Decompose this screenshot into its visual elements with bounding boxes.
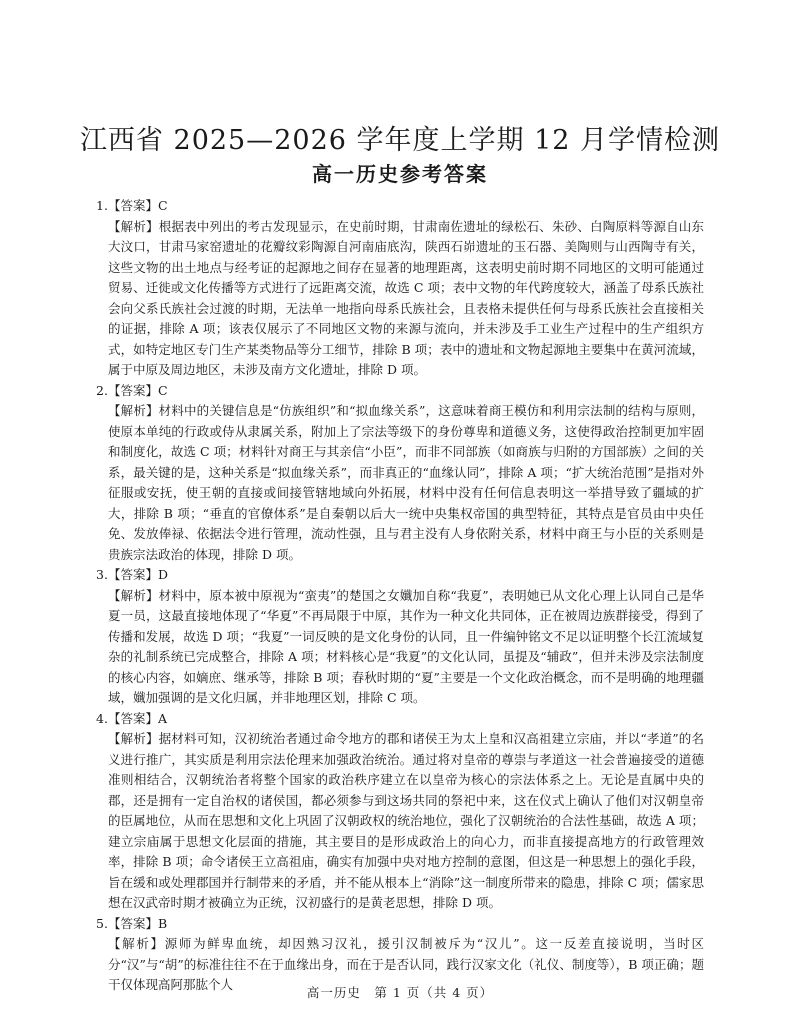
question-number: 2. [96, 382, 108, 398]
question-number: 3. [96, 567, 108, 582]
question-block-3 [96, 565, 704, 709]
question-block-4 [96, 709, 704, 914]
answer-text: 【答案】A [108, 710, 168, 726]
explanation-text: 【解析】材料中，原本被中原视为“蛮夷”的楚国之女孅加自称“我夏”，表明她已从文化心理上认同自己是华夏一员，这最直接地体现了“华夏”不再局限于中原，其作为一种文化共同体，正在被周边族群接受，得到了传播和发展，故选 D 项；“我夏”一词反映的是文化身份的认同，且一件编钟铭文不足以证明整个长江流域复杂的礼制系统已完成整合，排除 A 项；材料核心是“我夏”的文化认同，虽提及“辅政”，但并未涉及宗法制度的核心内容，如嫡庶、继承等，排除 B 项；春秋时期的“夏”主要是一个文化政治概念，而不是明确的地理疆域，孅加强调的是文化归属，并非地理区划，排除 C 项。 [108, 587, 704, 705]
answer-text: 【答案】B [108, 915, 168, 931]
document-title: 江西省 2025—2026 学年度上学期 12 月学情检测 [79, 125, 721, 156]
answer-line [96, 709, 704, 730]
question-block-1 [96, 196, 704, 381]
answer-line [96, 565, 704, 586]
answer-list [96, 196, 704, 996]
answer-text: 【答案】C [108, 382, 168, 398]
answer-line [96, 196, 704, 217]
question-number: 4. [96, 710, 108, 726]
answer-line [96, 381, 704, 402]
explanation-text: 【解析】源师为鲜卑血统，却因熟习汉礼，援引汉制被斥为“汉儿”。这一反差直接说明，当时区分“汉”与“胡”的标准往往不在于血缘出身，而在于是否认同，践行汉家文化（礼仪、制度等），B 项正确；题干仅体现高阿那肱个人 [108, 936, 704, 992]
document-subtitle: 高一历史参考答案 [312, 162, 488, 186]
explanation-text: 【解析】根据表中列出的考古发现显示，在史前时期，甘肃南佐遗址的绿松石、朱砂、白陶原料等源自山东大汶口，甘肃马家窑遗址的花瓣纹彩陶源自河南庙底沟，陕西石峁遗址的玉石器、美陶则与山西陶寺有关，这些文物的出土地点与经考证的起源地之间存在显著的地理距离，这表明史前时期不同地区的文明可能通过贸易、迁徙或文化传播等方式进行了远距离交流，故选 C 项；表中文物的年代跨度较大，涵盖了母系氏族社会向父系氏族社会过渡的时期，无法单一地指向母系氏族社会，且表格未提供任何与母系氏族社会直接相关的证据，排除 A 项；该表仅展示了不同地区文物的来源与流向，并未涉及手工业生产过程中的生产组织方式，如特定地区专门生产某类物品等分工细节，排除 B 项；表中的遗址和文物起源地主要集中在黄河流域，属于中原及周边地区，未涉及南方文化遗址，排除 D 项。 [108, 218, 704, 377]
answer-text: 【答案】D [108, 567, 169, 582]
page-footer: 高一历史 第 1 页（共 4 页） [306, 985, 494, 1000]
answer-line [96, 914, 704, 935]
question-number: 5. [96, 915, 108, 931]
explanation-text: 【解析】材料中的关键信息是“仿族组织”和“拟血缘关系”，这意味着商王模仿和利用宗法制的结构与原则，使原本单纯的行政或侍从隶属关系，附加上了宗法等级下的身份尊卑和道德义务，这使得政治控制更加牢固和制度化，故选 C 项；材料针对商王与其亲信“小臣”，而非不同部族（如商族与归附的方国部族）之间的关系，最关键的是，这种关系是“拟血缘关系”，而非真正的“血缘认同”，排除 A 项；“扩大统治范围”是指对外征服或安抚，使王朝的直接或间接管辖地域向外拓展，材料中没有任何信息表明这一举措导致了疆域的扩大，排除 B 项；“垂直的官僚体系”是自秦朝以后大一统中央集权帝国的典型特征，其特点是官员由中央任免、发放俸禄、依据法令进行管理，流动性强，且与君主没有人身依附关系，材料中商王与小臣的关系则是贵族宗法政治的体现，排除 D 项。 [108, 403, 704, 562]
question-number: 1. [96, 198, 108, 213]
explanation-text: 【解析】据材料可知，汉初统治者通过命令地方的郡和诸侯王为太上皇和汉高祖建立宗庙，并以“孝道”的名义进行推广，其实质是利用宗法伦理来加强政治统治。通过将对皇帝的尊崇与孝道这一社会普遍接受的道德准则相结合，汉朝统治者将整个国家的政治秩序建立在以皇帝为核心的宗法体系之上。无论是直属中央的郡，还是拥有一定自治权的诸侯国，都必须参与到这场共同的祭祀中来，这在仪式上确认了他们对汉朝皇帝的臣属地位，从而在思想和文化上巩固了汉朝政权的统治地位，强化了汉朝统治的合法性基础，故选 A 项；建立宗庙属于思想文化层面的措施，其主要目的是形成政治上的向心力，而非直接提高地方的行政管理效率，排除 B 项；命令诸侯王立高祖庙，确实有加强中央对地方控制的意图，但这是一种思想上的强化手段，旨在缓和或处理郡国并行制带来的矛盾，并不能从根本上“消除”这一制度所带来的隐患，排除 C 项；儒家思想在汉武帝时期才被确立为正统，汉初盛行的是黄老思想，排除 D 项。 [108, 731, 704, 910]
answer-text: 【答案】C [108, 198, 168, 213]
question-block-2 [96, 381, 704, 566]
